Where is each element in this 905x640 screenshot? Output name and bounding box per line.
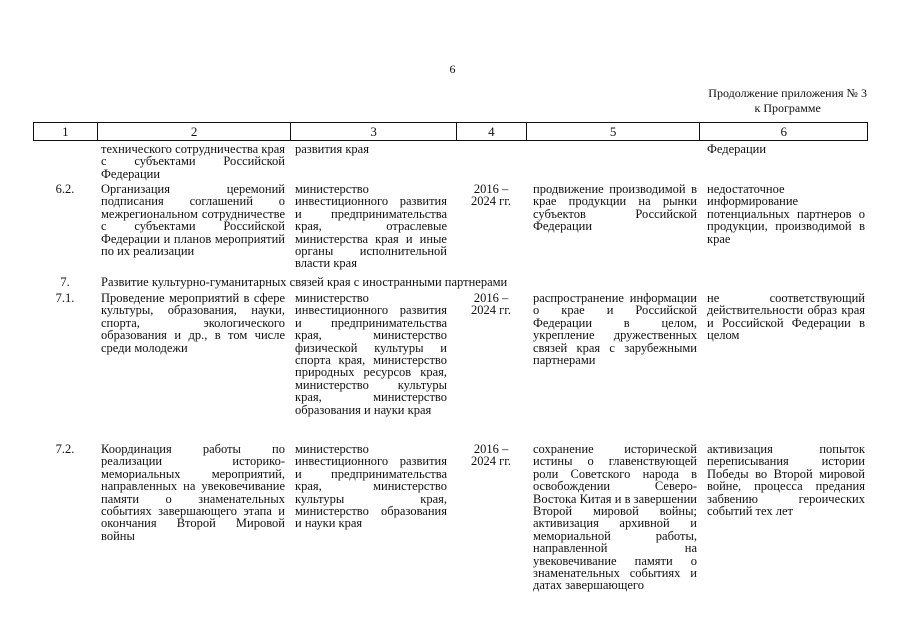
header-col-2: 2 <box>98 123 292 140</box>
row-6-2-executors: министерство инвестиционного развития и предпринимательства края, отраслевые министерства края и иные органы исполнительной власти края <box>295 182 447 271</box>
row-7-1-result: распространение информации о крае и Российской Федерации в целом, укрепление дружественных связей края с зарубежными партнерами <box>533 291 697 368</box>
row-7-2-executors: министерство инвестиционного развития и предпринимательства края, министерство культуры края, министерство образования и науки края <box>295 442 447 531</box>
carry-over-executors: развития края <box>295 142 369 156</box>
page-number: 6 <box>449 62 456 76</box>
carry-over-activity: технического сотрудничества края с субъектами Российской Федерации <box>101 142 285 181</box>
row-7-1-number: 7.1. <box>55 291 75 305</box>
header-col-3: 3 <box>291 123 457 140</box>
section-7-title: Развитие культурно-гуманитарных связей края с иностранными партнерами <box>101 275 508 289</box>
row-6-2-consequences: недостаточное информирование потенциальных партнеров о продукции, производимой в крае <box>707 182 865 246</box>
header-col-6: 6 <box>780 124 787 139</box>
continuation-line-2: к Программе <box>754 101 821 115</box>
continuation-note <box>708 86 867 116</box>
row-7-1-executors: министерство инвестиционного развития и предпринимательства края, министерство физической культуры и спорта края, министерство природных ресурсов края, министерство культуры края, министерство образования и науки края <box>295 291 447 417</box>
row-6-2-number: 6.2. <box>55 182 75 196</box>
row-7-1-period: 2016 – 2024 гг. <box>470 291 512 318</box>
row-6-2-activity: Организация церемоний подписания соглашений о межрегиональном сотрудничестве с субъектами Российской Федерации и планов мероприятий по их реализации <box>101 182 285 259</box>
table-header <box>33 122 868 141</box>
row-7-2-result: сохранение исторической истины о главенствующей роли Советского народа в освобождении Северо-Востока Китая и в завершении Второй мировой войны; активизация архивной и мемориальной работы, направленной на увековечивание памяти о знаменательных событиях и датах завершающего <box>533 442 697 593</box>
row-7-2-activity: Координация работы по реализации историко-мемориальных мероприятий, направленных на увековечивание памяти о знаменательных событиях завершающего этапа и окончания Второй Мировой войны <box>101 442 285 543</box>
header-col-5: 5 <box>527 123 701 140</box>
row-7-1-activity: Проведение мероприятий в сфере культуры, образования, науки, спорта, экологического образования и др., в том числе среди молодежи <box>101 291 285 355</box>
row-7-2-period: 2016 – 2024 гг. <box>470 442 512 469</box>
section-7-number: 7. <box>60 275 70 289</box>
carry-over-consequences: Федерации <box>707 142 767 156</box>
header-col-1: 1 <box>34 123 98 140</box>
row-7-1-consequences: не соответствующий действительности образ края и Российской Федерации в целом <box>707 291 865 343</box>
row-6-2-result: продвижение производимой в крае продукции на рынки субъектов Российской Федерации <box>533 182 697 234</box>
continuation-line-1: Продолжение приложения № 3 <box>708 86 867 100</box>
row-6-2-period: 2016 – 2024 гг. <box>470 182 512 209</box>
header-col-4: 4 <box>457 123 527 140</box>
row-7-2-number: 7.2. <box>55 442 75 456</box>
row-7-2-consequences: активизация попыток переписывания истории Победы во Второй мировой войне, процесса предания забвению героических событий тех лет <box>707 442 865 519</box>
